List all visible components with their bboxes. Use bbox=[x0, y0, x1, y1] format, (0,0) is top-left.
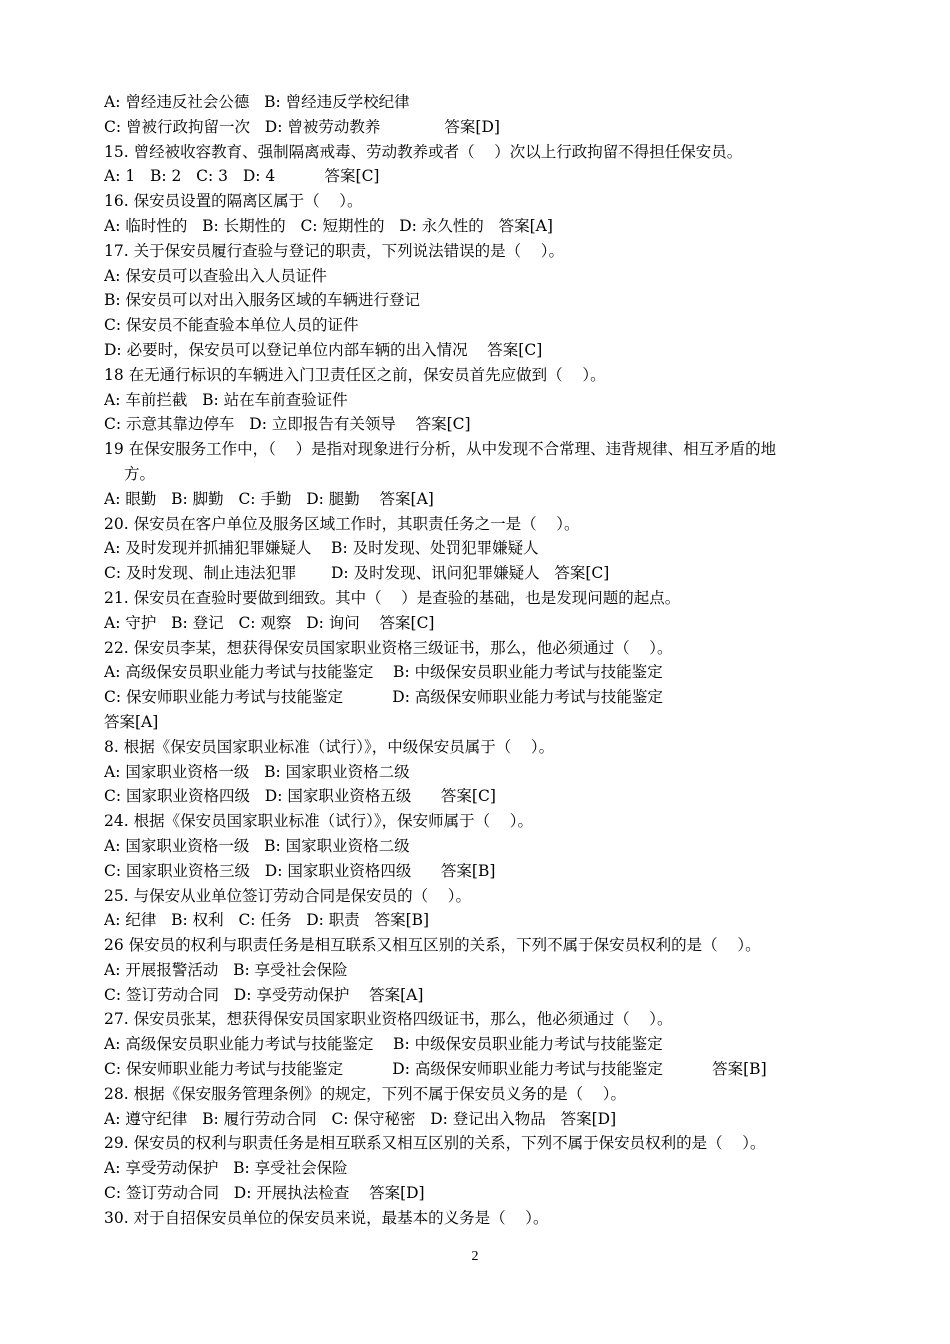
text-line: A: 及时发现并抓捕犯罪嫌疑人 B: 及时发现、处罚犯罪嫌疑人 bbox=[104, 539, 539, 558]
text-line: A: 遵守纪律 B: 履行劳动合同 C: 保守秘密 D: 登记出入物品 答案[D] bbox=[104, 1109, 617, 1128]
text-line: C: 曾被行政拘留一次 D: 曾被劳动教养 答案[D] bbox=[104, 117, 500, 136]
text-line: C: 保安员不能查验本单位人员的证件 bbox=[104, 316, 359, 335]
text-line: C: 国家职业资格三级 D: 国家职业资格四级 答案[B] bbox=[104, 861, 496, 880]
text-line: A: 高级保安员职业能力考试与技能鉴定 B: 中级保安员职业能力考试与技能鉴定 bbox=[104, 1035, 663, 1054]
text-line: D: 必要时，保安员可以登记单位内部车辆的出入情况 答案[C] bbox=[104, 340, 543, 359]
page-number: 2 bbox=[471, 1249, 479, 1264]
text-line: 方。 bbox=[124, 464, 156, 483]
text-line: 30. 对于自招保安员单位的保安员来说，最基本的义务是（ ）。 bbox=[104, 1208, 549, 1227]
text-line: 28. 根据《保安服务管理条例》的规定，下列不属于保安员义务的是（ ）。 bbox=[104, 1084, 627, 1103]
text-line: 29. 保安员的权利与职责任务是相互联系又相互区别的关系，下列不属于保安员权利的是（ ）。 bbox=[104, 1134, 766, 1153]
text-line: C: 国家职业资格四级 D: 国家职业资格五级 答案[C] bbox=[104, 787, 496, 806]
text-line: A: 1 B: 2 C: 3 D: 4 答案[C] bbox=[104, 167, 380, 186]
text-line: 15. 曾经被收容教育、强制隔离戒毒、劳动教养或者（ ）次以上行政拘留不得担任保安员。 bbox=[104, 142, 743, 161]
text-line: 24. 根据《保安员国家职业标准（试行）》，保安师属于（ ）。 bbox=[104, 812, 534, 831]
text-line: A: 享受劳动保护 B: 享受社会保险 bbox=[104, 1159, 348, 1178]
text-line: A: 高级保安员职业能力考试与技能鉴定 B: 中级保安员职业能力考试与技能鉴定 bbox=[104, 663, 663, 682]
text-line: A: 国家职业资格一级 B: 国家职业资格二级 bbox=[104, 762, 410, 781]
text-line: 26 保安员的权利与职责任务是相互联系又相互区别的关系，下列不属于保安员权利的是（ ）。 bbox=[104, 936, 761, 955]
text-line: A: 保安员可以查验出入人员证件 bbox=[104, 266, 327, 285]
text-line: 8. 根据《保安员国家职业标准（试行）》，中级保安员属于（ ）。 bbox=[104, 737, 555, 756]
text-line: A: 临时性的 B: 长期性的 C: 短期性的 D: 永久性的 答案[A] bbox=[104, 216, 553, 235]
text-line: A: 国家职业资格一级 B: 国家职业资格二级 bbox=[104, 836, 410, 855]
text-line: C: 保安师职业能力考试与技能鉴定 D: 高级保安师职业能力考试与技能鉴定 bbox=[104, 688, 663, 707]
text-line: 20. 保安员在客户单位及服务区域工作时，其职责任务之一是（ ）。 bbox=[104, 514, 580, 533]
text-line: A: 开展报警活动 B: 享受社会保险 bbox=[104, 960, 348, 979]
text-line: A: 纪律 B: 权利 C: 任务 D: 职责 答案[B] bbox=[104, 911, 430, 930]
text-line: C: 示意其靠边停车 D: 立即报告有关领导 答案[C] bbox=[104, 415, 471, 434]
text-line: 25. 与保安从业单位签订劳动合同是保安员的（ ）。 bbox=[104, 886, 472, 905]
text-line: 17. 关于保安员履行查验与登记的职责，下列说法错误的是（ ）。 bbox=[104, 241, 565, 260]
text-line: C: 及时发现、制止违法犯罪 D: 及时发现、讯问犯罪嫌疑人 答案[C] bbox=[104, 564, 610, 583]
text-line: 21. 保安员在查验时要做到细致。其中（ ）是查验的基础，也是发现问题的起点。 bbox=[104, 588, 681, 607]
text-line: 16. 保安员设置的隔离区属于（ ）。 bbox=[104, 192, 363, 211]
text-line: 19 在保安服务工作中，（ ）是指对现象进行分析，从中发现不合常理、违背规律、相互矛盾的地 bbox=[104, 440, 777, 459]
text-line: 答案[A] bbox=[104, 712, 159, 731]
text-line: C: 签订劳动合同 D: 享受劳动保护 答案[A] bbox=[104, 985, 424, 1004]
text-line: C: 签订劳动合同 D: 开展执法检查 答案[D] bbox=[104, 1184, 425, 1203]
text-line: A: 眼勤 B: 脚勤 C: 手勤 D: 腿勤 答案[A] bbox=[104, 489, 434, 508]
text-line: 27. 保安员张某，想获得保安员国家职业资格四级证书，那么，他必须通过（ ）。 bbox=[104, 1010, 673, 1029]
text-line: A: 车前拦截 B: 站在车前查验证件 bbox=[104, 390, 348, 409]
text-line: A: 守护 B: 登记 C: 观察 D: 询问 答案[C] bbox=[104, 613, 435, 632]
text-line: B: 保安员可以对出入服务区域的车辆进行登记 bbox=[104, 291, 421, 310]
text-line: C: 保安师职业能力考试与技能鉴定 D: 高级保安师职业能力考试与技能鉴定 答案[B] bbox=[104, 1060, 767, 1079]
text-line: 22. 保安员李某，想获得保安员国家职业资格三级证书，那么，他必须通过（ ）。 bbox=[104, 638, 673, 657]
text-line: 18 在无通行标识的车辆进入门卫责任区之前，保安员首先应做到（ ）。 bbox=[104, 365, 606, 384]
question-text-body bbox=[104, 90, 864, 1231]
text-line: A: 曾经违反社会公德 B: 曾经违反学校纪律 bbox=[104, 93, 410, 111]
